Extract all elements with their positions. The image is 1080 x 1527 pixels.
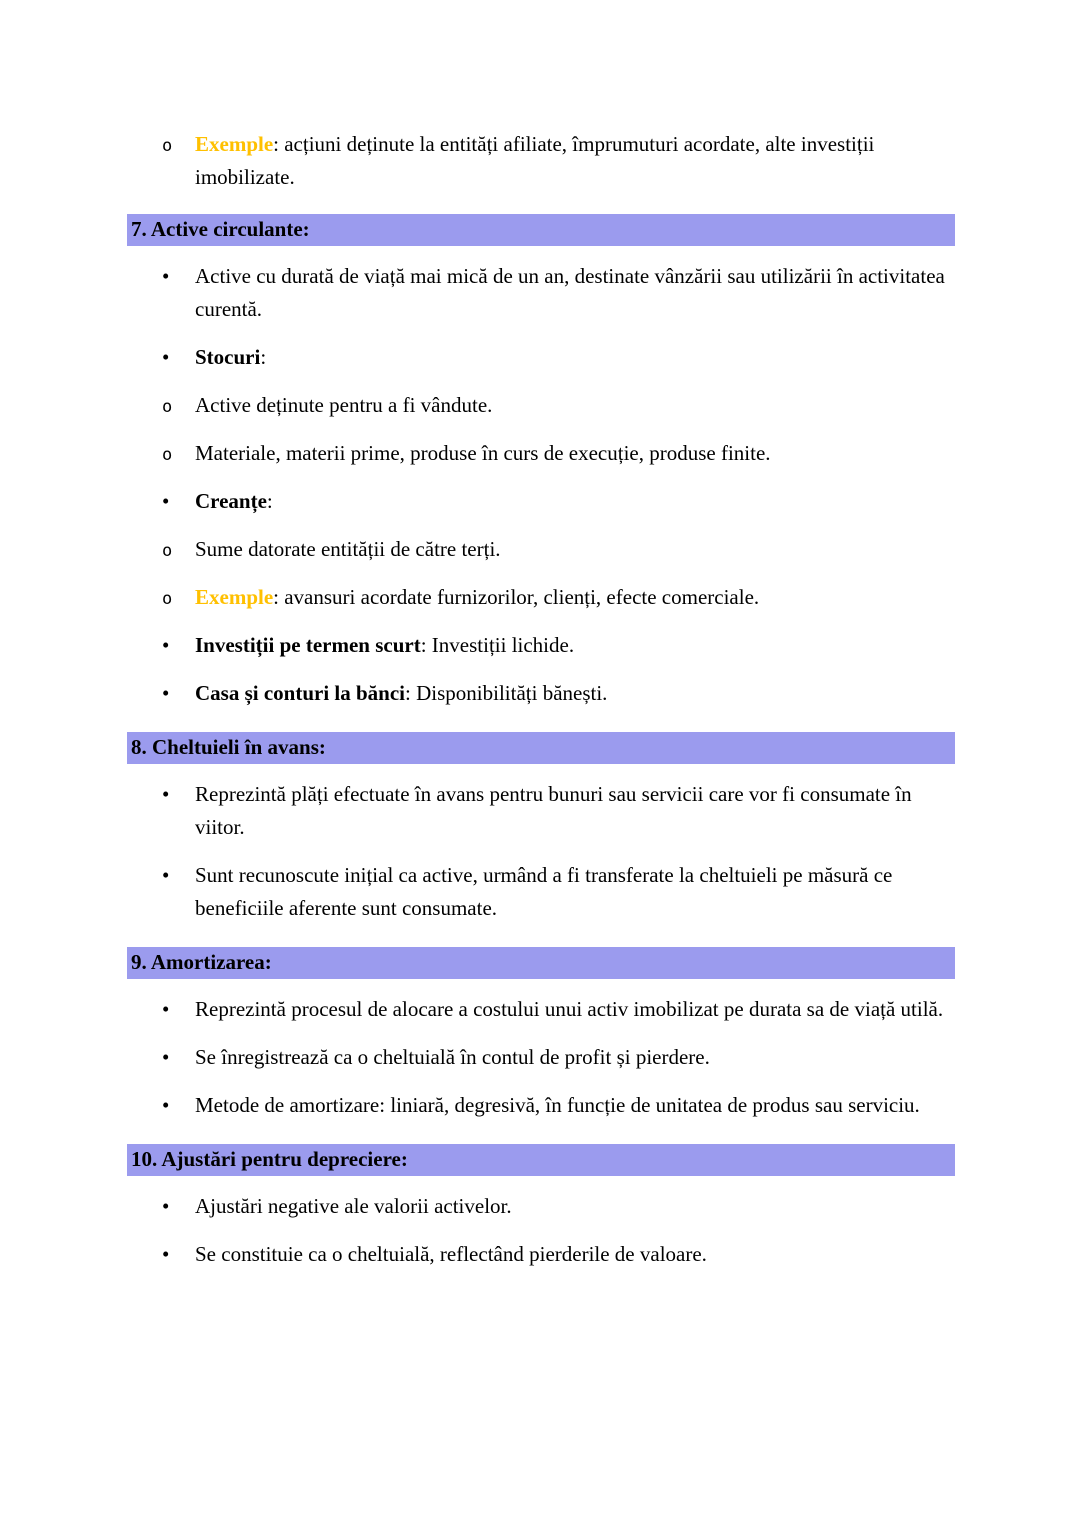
disc-bullet-icon xyxy=(162,993,188,1026)
disc-bullet-icon xyxy=(162,260,188,293)
list-item-body: Active cu durată de viață mai mică de un an, destinate vânzării sau utilizării în activitatea curentă. xyxy=(195,264,945,321)
list-item-text xyxy=(195,537,501,561)
list-item-body: Se constituie ca o cheltuială, reflectând pierderile de valoare. xyxy=(195,1242,707,1266)
list-item-text xyxy=(195,1045,710,1069)
list-item-text xyxy=(195,681,607,705)
list-item-text xyxy=(195,132,874,189)
list-item-body: : Investiții lichide. xyxy=(420,633,575,657)
section-active-circulante xyxy=(127,214,955,710)
list-item-text xyxy=(195,393,492,417)
circle-bullet-icon xyxy=(162,389,188,424)
list-item xyxy=(127,629,955,662)
list-item-text xyxy=(195,782,912,839)
list-item-text xyxy=(195,1242,707,1266)
disc-bullet-icon xyxy=(162,1041,188,1074)
list-item xyxy=(127,993,955,1026)
disc-bullet-icon xyxy=(162,629,188,662)
list-item-body: Reprezintă procesul de alocare a costului unui activ imobilizat pe durata sa de viață utilă. xyxy=(195,997,944,1021)
list-item-text xyxy=(195,441,771,465)
list-item xyxy=(127,389,955,422)
disc-bullet-icon xyxy=(162,1238,188,1271)
list-item xyxy=(127,1089,955,1122)
list-item-body: Reprezintă plăți efectuate în avans pentru bunuri sau servicii care vor fi consumate în viitor. xyxy=(195,782,912,839)
circle-bullet-icon xyxy=(162,581,188,616)
bold-term: Investiții pe termen scurt xyxy=(195,633,421,657)
list-item-body: : avansuri acordate furnizorilor, clienți, efecte comerciale. xyxy=(273,585,760,609)
bold-term: Casa și conturi la bănci xyxy=(195,681,406,705)
disc-bullet-icon xyxy=(162,1190,188,1223)
list-item xyxy=(127,128,955,194)
list-item-text xyxy=(195,345,266,369)
list-item xyxy=(127,859,955,925)
list-item xyxy=(127,437,955,470)
list-item-body: Se înregistrează ca o cheltuială în contul de profit și pierdere. xyxy=(195,1045,710,1069)
list-item-body: Materiale, materii prime, produse în curs de execuție, produse finite. xyxy=(195,441,771,465)
list-item xyxy=(127,1041,955,1074)
list-item-text xyxy=(195,1194,512,1218)
list-item xyxy=(127,341,955,374)
list-item-text xyxy=(195,585,759,609)
bold-term: Stocuri xyxy=(195,345,261,369)
list-item-body: Sume datorate entității de către terți. xyxy=(195,537,501,561)
disc-bullet-icon xyxy=(162,1089,188,1122)
highlighted-term: Exemple xyxy=(195,132,274,156)
disc-bullet-icon xyxy=(162,859,188,892)
list-item-text xyxy=(195,264,945,321)
list-item-text xyxy=(195,489,273,513)
list-item xyxy=(127,485,955,518)
list-item-body: Ajustări negative ale valorii activelor. xyxy=(195,1194,512,1218)
list-item-body: Active deținute pentru a fi vândute. xyxy=(195,393,493,417)
disc-bullet-icon xyxy=(162,778,188,811)
list-item-body: : acțiuni deținute la entități afiliate, împrumuturi acordate, alte investiții imobilizate. xyxy=(195,132,875,189)
bold-term: Creanțe xyxy=(195,489,267,513)
list-item xyxy=(127,1190,955,1223)
section-ajustari-pentru-depreciere xyxy=(127,1144,955,1271)
list-item xyxy=(127,581,955,614)
list-item-text xyxy=(195,863,892,920)
section-heading: 7. Active circulante: xyxy=(127,214,955,246)
disc-bullet-icon xyxy=(162,677,188,710)
list-item xyxy=(127,260,955,326)
section-heading: 10. Ajustări pentru depreciere: xyxy=(127,1144,955,1176)
section-cheltuieli-in-avans xyxy=(127,732,955,925)
section-heading: 8. Cheltuieli în avans: xyxy=(127,732,955,764)
list-item-body: : xyxy=(260,345,267,369)
disc-bullet-icon xyxy=(162,485,188,518)
list-item-text xyxy=(195,997,943,1021)
list-item xyxy=(127,677,955,710)
list-item-body: Sunt recunoscute inițial ca active, urmând a fi transferate la cheltuieli pe măsură ce beneficiile aferente sunt consumate. xyxy=(195,863,893,920)
list-item-body: : Disponibilități bănești. xyxy=(405,681,608,705)
highlighted-term: Exemple xyxy=(195,585,274,609)
section-heading: 9. Amortizarea: xyxy=(127,947,955,979)
section-amortizarea xyxy=(127,947,955,1122)
list-item xyxy=(127,778,955,844)
list-item-body: Metode de amortizare: liniară, degresivă, în funcție de unitatea de produs sau serviciu. xyxy=(195,1093,920,1117)
list-item-text xyxy=(195,633,574,657)
circle-bullet-icon xyxy=(162,533,188,568)
disc-bullet-icon xyxy=(162,341,188,374)
circle-bullet-icon xyxy=(162,437,188,472)
list-item xyxy=(127,533,955,566)
circle-bullet-icon xyxy=(162,128,188,163)
list-item-body: : xyxy=(266,489,273,513)
list-item-text xyxy=(195,1093,920,1117)
list-item xyxy=(127,1238,955,1271)
